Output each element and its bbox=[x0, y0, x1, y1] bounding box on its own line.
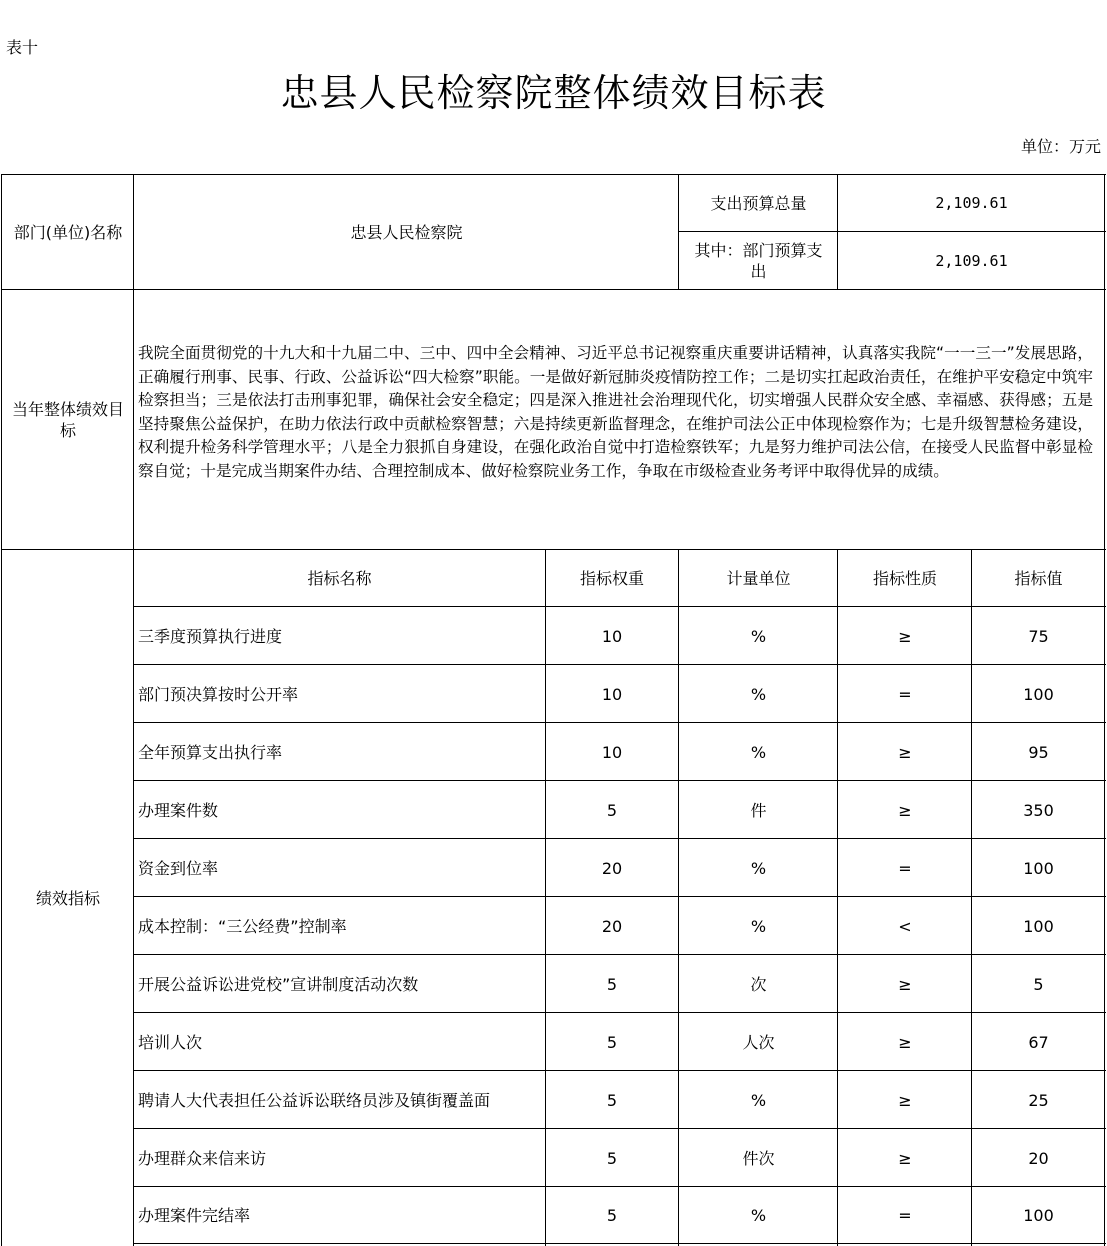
indicator-unit: % bbox=[750, 916, 767, 936]
indicator-name: 培训人次 bbox=[138, 1032, 203, 1052]
indicator-unit: % bbox=[750, 742, 767, 762]
grid-line bbox=[1, 289, 1106, 290]
grid-line bbox=[133, 174, 134, 1246]
indicator-weight: 5 bbox=[606, 800, 618, 820]
indicator-value: 100 bbox=[1023, 1206, 1054, 1225]
grid-line bbox=[134, 780, 1106, 781]
grid-line bbox=[679, 231, 1106, 232]
indicator-nature: = bbox=[898, 858, 912, 878]
indicator-unit: % bbox=[750, 626, 767, 646]
table-number: 表十 bbox=[6, 38, 39, 57]
grid-line bbox=[134, 1186, 1106, 1187]
grid-line bbox=[837, 174, 838, 290]
indicator-unit: 件次 bbox=[742, 1148, 775, 1168]
indicator-nature: ≥ bbox=[898, 974, 912, 994]
indicator-weight: 5 bbox=[606, 1032, 618, 1052]
grid-line bbox=[134, 722, 1106, 723]
col-header-weight: 指标权重 bbox=[579, 569, 644, 588]
indicator-weight: 20 bbox=[601, 916, 623, 936]
grid-line bbox=[545, 549, 546, 1246]
indicators-label: 绩效指标 bbox=[35, 888, 100, 908]
indicator-name: 开展公益诉讼进党校”宣讲制度活动次数 bbox=[138, 974, 419, 994]
indicator-unit: 次 bbox=[750, 974, 767, 994]
budget-total-value: 2,109.61 bbox=[935, 194, 1008, 212]
grid-line bbox=[678, 549, 679, 1246]
indicator-weight: 10 bbox=[601, 684, 623, 704]
indicator-unit: 件 bbox=[750, 800, 767, 820]
indicator-nature: ≥ bbox=[898, 742, 912, 762]
grid-line bbox=[134, 896, 1106, 897]
indicator-name: 聘请人大代表担任公益诉讼联络员涉及镇街覆盖面 bbox=[138, 1090, 491, 1110]
grid-line bbox=[134, 1243, 1106, 1244]
grid-line bbox=[1, 174, 1106, 175]
col-header-value: 指标值 bbox=[1014, 569, 1063, 588]
indicator-value: 75 bbox=[1028, 626, 1049, 646]
indicator-unit: % bbox=[750, 1206, 767, 1225]
indicator-value: 350 bbox=[1023, 800, 1054, 820]
indicator-nature: ≥ bbox=[898, 1148, 912, 1168]
grid-line bbox=[134, 1012, 1106, 1013]
indicator-nature: ≥ bbox=[898, 1032, 912, 1052]
annual-goal-text: 我院全面贯彻党的十九大和十九届二中、三中、四中全会精神、习近平总书记视察重庆重要讲话精神，认真落实我院“一一三一”发展思路，正确履行刑事、民事、行政、公益诉讼“四大检察”职能。一是做好新冠肺炎疫情防控工作；二是切实扛起政治责任，在维护平安稳定中筑牢检察担当；三是依法打击刑事犯罪，确保社会安全稳定；四是深入推进社会治理现代化，切实增强人民群众安全感、幸福感、获得感；五是坚持聚焦公益保护，在助力依法行政中贡献检察智慧；六是持续更新监督理念，在维护司法公正中体现检察作为；七是升级智慧检务建设，权利提升检务科学管理水平；八是全力狠抓自身建设，在强化政治自觉中打造检察铁军；九是努力维护司法公信，在接受人民监督中彰显检察自觉；十是完成当期案件办结、合理控制成本、做好检察院业务工作，争取在市级检查业务考评中取得优异的成绩。 bbox=[138, 344, 1093, 480]
indicator-value: 5 bbox=[1033, 974, 1044, 994]
grid-line bbox=[837, 549, 838, 1246]
dept-budget-label: 其中：部门预算支出 bbox=[694, 241, 823, 281]
indicator-name: 成本控制：“三公经费”控制率 bbox=[138, 916, 347, 936]
unit-note: 单位：万元 bbox=[1020, 137, 1101, 156]
grid-line bbox=[971, 549, 972, 1246]
indicator-name: 三季度预算执行进度 bbox=[138, 626, 283, 646]
annual-goal-label: 当年整体绩效目标 bbox=[11, 400, 124, 440]
col-header-name: 指标名称 bbox=[307, 569, 372, 588]
indicator-weight: 10 bbox=[601, 742, 623, 762]
grid-line bbox=[134, 664, 1106, 665]
indicator-value: 100 bbox=[1023, 684, 1054, 704]
indicator-weight: 5 bbox=[606, 1148, 618, 1168]
indicator-name: 资金到位率 bbox=[138, 858, 219, 878]
indicator-nature: = bbox=[898, 1206, 912, 1225]
indicator-weight: 5 bbox=[606, 1206, 618, 1225]
indicator-name: 全年预算支出执行率 bbox=[138, 742, 283, 762]
grid-line bbox=[1, 174, 2, 1246]
indicator-weight: 5 bbox=[606, 1090, 618, 1110]
dept-name-label: 部门(单位)名称 bbox=[13, 223, 123, 242]
indicator-value: 100 bbox=[1023, 858, 1054, 878]
indicator-nature: < bbox=[898, 916, 912, 936]
grid-line bbox=[1104, 174, 1105, 1246]
budget-total-label: 支出预算总量 bbox=[710, 194, 807, 213]
indicator-nature: ≥ bbox=[898, 1090, 912, 1110]
indicator-value: 25 bbox=[1028, 1090, 1049, 1110]
indicator-name: 部门预决算按时公开率 bbox=[138, 684, 299, 704]
page-title: 忠县人民检察院整体绩效目标表 bbox=[280, 71, 827, 115]
indicator-weight: 5 bbox=[606, 974, 618, 994]
indicator-value: 67 bbox=[1028, 1032, 1049, 1052]
dept-name-value: 忠县人民检察院 bbox=[350, 223, 463, 242]
col-header-nature: 指标性质 bbox=[872, 569, 937, 588]
indicator-nature: ≥ bbox=[898, 800, 912, 820]
grid-line bbox=[134, 1128, 1106, 1129]
indicator-nature: = bbox=[898, 684, 912, 704]
indicator-unit: % bbox=[750, 858, 767, 878]
indicator-value: 95 bbox=[1028, 742, 1049, 762]
indicator-value: 20 bbox=[1028, 1148, 1049, 1168]
indicator-nature: ≥ bbox=[898, 626, 912, 646]
indicator-unit: % bbox=[750, 1090, 767, 1110]
indicator-unit: 人次 bbox=[742, 1032, 775, 1052]
grid-line bbox=[134, 1070, 1106, 1071]
indicator-name: 办理群众来信来访 bbox=[138, 1148, 267, 1168]
dept-budget-value: 2,109.61 bbox=[935, 251, 1008, 270]
grid-line bbox=[134, 606, 1106, 607]
indicator-name: 办理案件数 bbox=[138, 800, 219, 820]
col-header-unit: 计量单位 bbox=[726, 569, 791, 588]
grid-line bbox=[678, 174, 679, 290]
indicator-value: 100 bbox=[1023, 916, 1054, 936]
indicator-unit: % bbox=[750, 684, 767, 704]
grid-line bbox=[134, 838, 1106, 839]
indicator-weight: 10 bbox=[601, 626, 623, 646]
indicator-name: 办理案件完结率 bbox=[138, 1206, 251, 1225]
grid-line bbox=[134, 954, 1106, 955]
grid-line bbox=[1, 549, 1106, 550]
indicator-weight: 20 bbox=[601, 858, 623, 878]
